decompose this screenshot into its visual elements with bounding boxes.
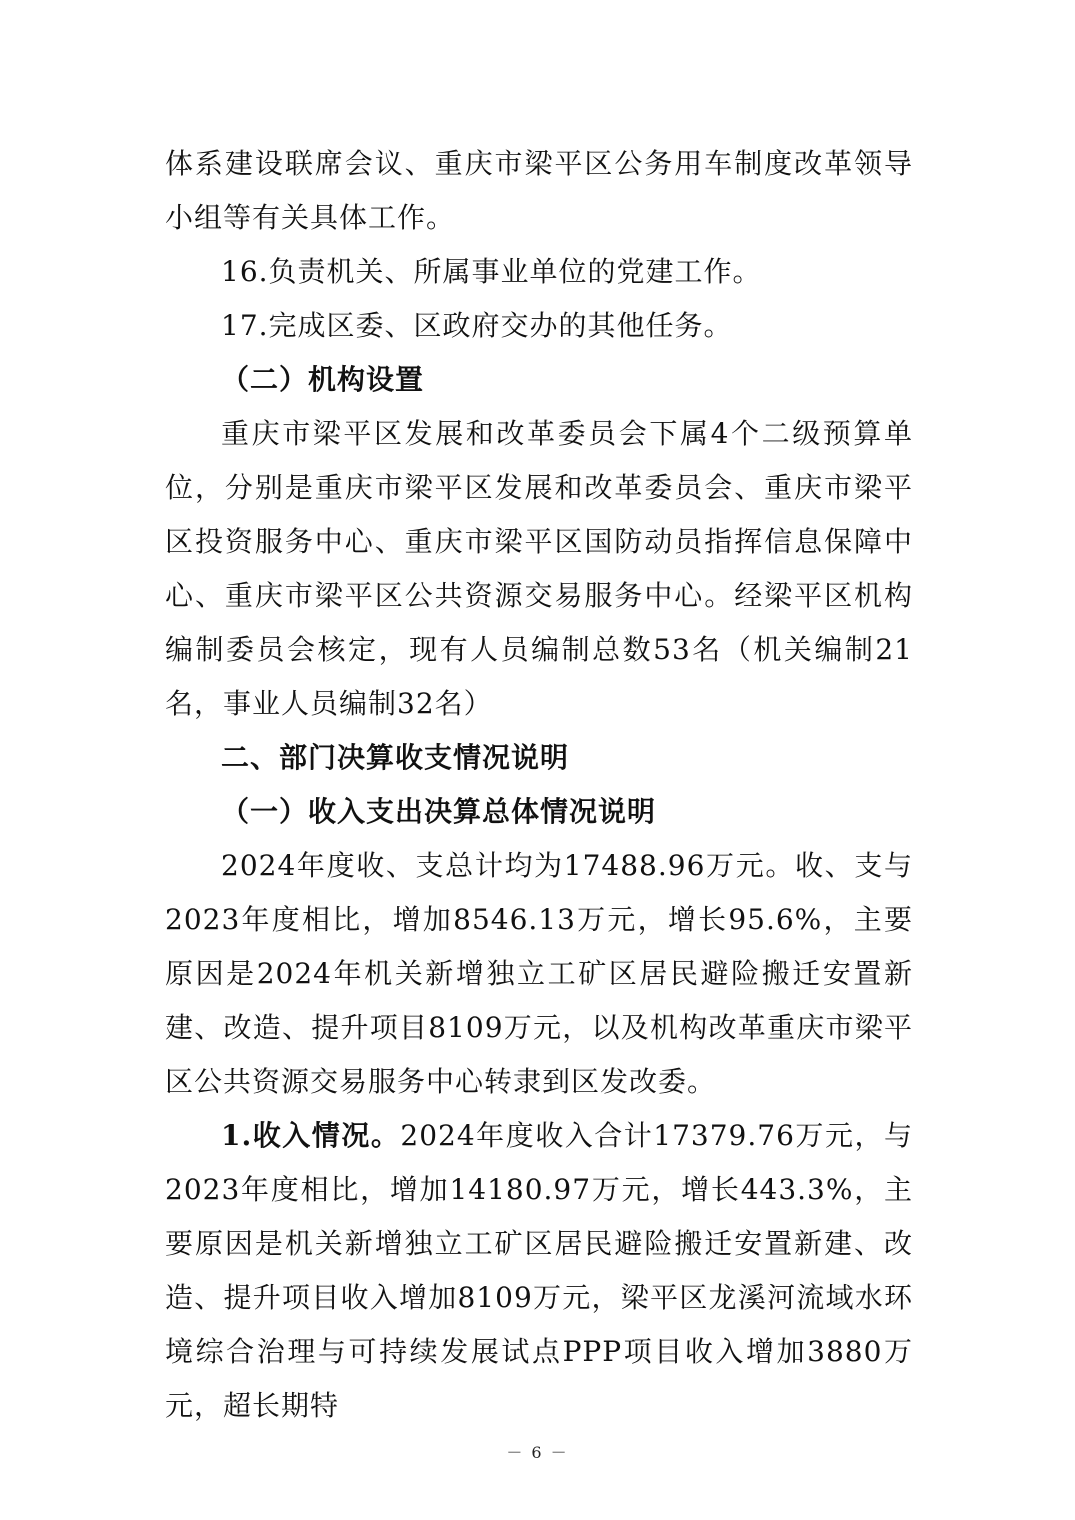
- section-heading-overview: （一）收入支出决算总体情况说明: [221, 795, 657, 828]
- section-heading-organization: （二）机构设置: [221, 363, 425, 396]
- paragraph-continued: 体系建设联席会议、重庆市梁平区公务用车制度改革领导小组等有关具体工作。: [165, 147, 913, 234]
- document-body: [165, 137, 913, 1433]
- income-body: 2024年度收入合计17379.76万元，与2023年度相比，增加14180.97万元，增长443.3%，主要原因是机关新增独立工矿区居民避险搬迁安置新建、改造、提升项目收入增加8109万元，梁平区龙溪河流域水环境综合治理与可持续发展试点PPP项目收入增加3880万元，超长期特: [165, 1119, 913, 1422]
- income-lead: 1.收入情况。: [221, 1119, 401, 1152]
- paragraph-overview: 2024年度收、支总计均为17488.96万元。收、支与2023年度相比，增加8546.13万元，增长95.6%，主要原因是2024年机关新增独立工矿区居民避险搬迁安置新建、改造、提升项目8109万元，以及机构改革重庆市梁平区公共资源交易服务中心转隶到区发改委。: [165, 849, 913, 1098]
- paragraph-item-17: 17.完成区委、区政府交办的其他任务。: [221, 309, 733, 342]
- paragraph-organization: 重庆市梁平区发展和改革委员会下属4个二级预算单位，分别是重庆市梁平区发展和改革委员会、重庆市梁平区投资服务中心、重庆市梁平区国防动员指挥信息保障中心、重庆市梁平区公共资源交易服务中心。经梁平区机构编制委员会核定，现有人员编制总数53名（机关编制21名，事业人员编制32名）: [165, 417, 913, 720]
- page-number: － 6 －: [506, 1443, 569, 1462]
- paragraph-item-16: 16.负责机关、所属事业单位的党建工作。: [221, 255, 762, 288]
- section-heading-budget: 二、部门决算收支情况说明: [221, 741, 570, 774]
- paragraph-income: [165, 1109, 913, 1433]
